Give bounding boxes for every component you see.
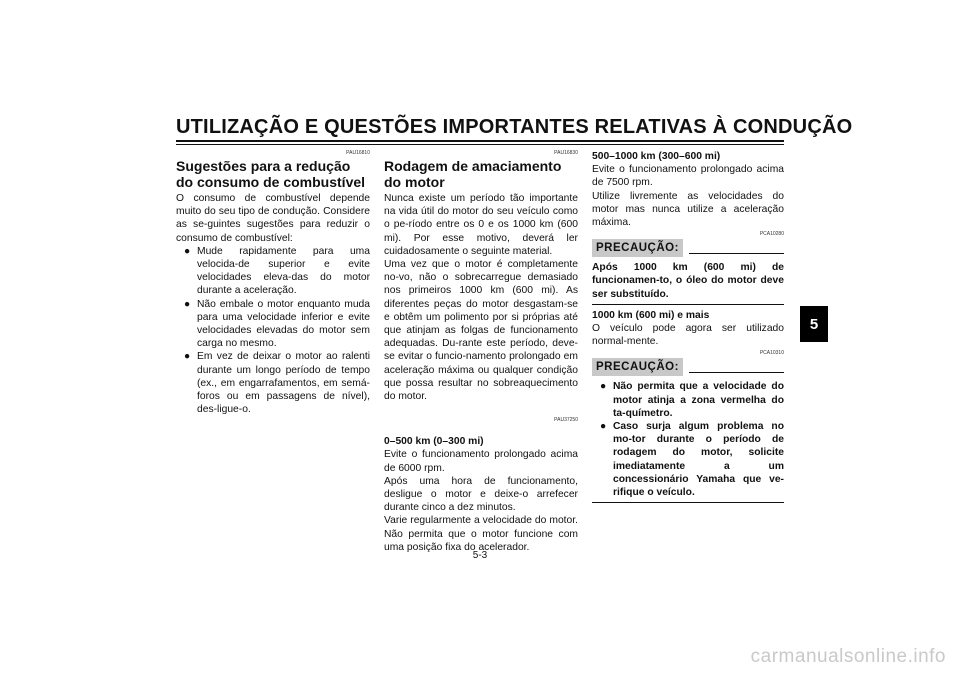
para: Evite o funcionamento prolongado acima de 7500 rpm.: [592, 164, 784, 189]
title-rule-thick: [176, 140, 784, 142]
bullet-icon: ●: [184, 351, 191, 363]
list-item: ● Não permita que a velocidade do motor atinja a zona vermelha do ta-químetro.: [600, 381, 784, 419]
bullet-icon: ●: [600, 381, 607, 393]
title-rule-thin: [176, 144, 784, 145]
section-code: PAU37250: [554, 417, 578, 424]
chapter-tab: 5: [800, 306, 828, 342]
right-column: [592, 150, 784, 507]
caution-code: PCA10280: [759, 231, 784, 238]
page-title: UTILIZAÇÃO E QUESTÕES IMPORTANTES RELATIVAS À CONDUÇÃO: [176, 116, 853, 138]
bullet-icon: ●: [184, 298, 191, 310]
caution-rule: [689, 372, 784, 373]
list-item: ● Em vez de deixar o motor ao ralenti durante um longo período de tempo (ex., em engarrafamentos, em semá-foros ou em passagens de nível), des-ligue-o.: [184, 351, 370, 416]
subheading-0-500: 0–500 km (0–300 mi): [384, 436, 484, 448]
divider: [592, 502, 784, 503]
para: Varie regularmente a velocidade do motor. Não permita que o motor funcione com uma posição fixa do acelerador.: [384, 515, 578, 553]
subheading-500-1000: 500–1000 km (300–600 mi): [592, 151, 721, 162]
bullet-icon: ●: [184, 245, 191, 257]
para: O veículo pode agora ser utilizado normal-mente.: [592, 323, 784, 348]
list-item: ● Mude rapidamente para uma velocida-de superior e evite velocidades eleva-das do motor durante a aceleração.: [184, 245, 370, 297]
caution-label: PRECAUÇÃO:: [592, 358, 683, 376]
caution-header: [592, 358, 784, 376]
list-item: ● Não embale o motor enquanto muda para uma velocidade inferior e evite velocidades elevadas do motor sem carga no mesmo.: [184, 298, 370, 350]
para: Após uma hora de funcionamento, desligue o motor e deixe-o arrefecer durante cinco a dez minutos.: [384, 475, 578, 514]
section-heading-break-in: Rodagem de amaciamento do motor: [384, 158, 562, 190]
break-in-body: Nunca existe um período tão importante na vida útil do motor do seu veículo como o pe-ríodo entre os 0 e os 1000 km (600 mi). Por esse motivo, deverá ler cuidadosamente o seguinte material.: [384, 193, 578, 257]
para: Evite o funcionamento prolongado acima de 6000 rpm.: [384, 449, 578, 474]
fuel-tips-list: [176, 245, 370, 417]
left-column: [176, 150, 370, 416]
page-number: 5-3: [472, 550, 488, 561]
caution-code: PCA10310: [759, 350, 784, 357]
fuel-intro: O consumo de combustível depende muito do seu tipo de condução. Considere as se-guintes sugestões para reduzir o consumo de combustível:: [176, 193, 370, 244]
divider: [592, 304, 784, 305]
caution-rule: [689, 253, 784, 254]
caution-header: [592, 239, 784, 257]
subheading-1000-plus: 1000 km (600 mi) e mais: [592, 309, 710, 321]
break-in-body-2: Uma vez que o motor é completamente no-vo, não o sobrecarregue demasiado nos primeiros 1000 km (600 mi). As diferentes peças do motor desgastam-se e obtêm um polimento por si próprias até que atinjam as folgas de funcionamento adequadas. Du-rante este período, deve-se evitar o funcio-namento prolongado em aceleração máxima ou qualquer condição que possa resultar no sobreaquecimento do motor.: [384, 259, 578, 403]
caution-label: PRECAUÇÃO:: [592, 239, 683, 257]
caution-text: Após 1000 km (600 mi) de funcionamen-to, o óleo do motor deve ser substituído.: [592, 262, 784, 300]
section-heading-fuel: Sugestões para a redução do consumo de combustível: [176, 158, 366, 190]
para: Utilize livremente as velocidades do motor mas nunca utilize a aceleração máxima.: [592, 190, 784, 229]
section-code: PAU16830: [554, 150, 578, 156]
middle-column: [384, 150, 578, 554]
section-code: PAU16810: [346, 150, 370, 156]
caution-list: [592, 380, 784, 499]
bullet-icon: ●: [600, 421, 607, 433]
watermark: carmanualsonline.info: [750, 646, 946, 667]
list-item: ● Caso surja algum problema no mo-tor durante o período de rodagem do motor, solicite imediatamente a um concessionário Yamaha que ve-rifique o veículo.: [600, 421, 784, 499]
